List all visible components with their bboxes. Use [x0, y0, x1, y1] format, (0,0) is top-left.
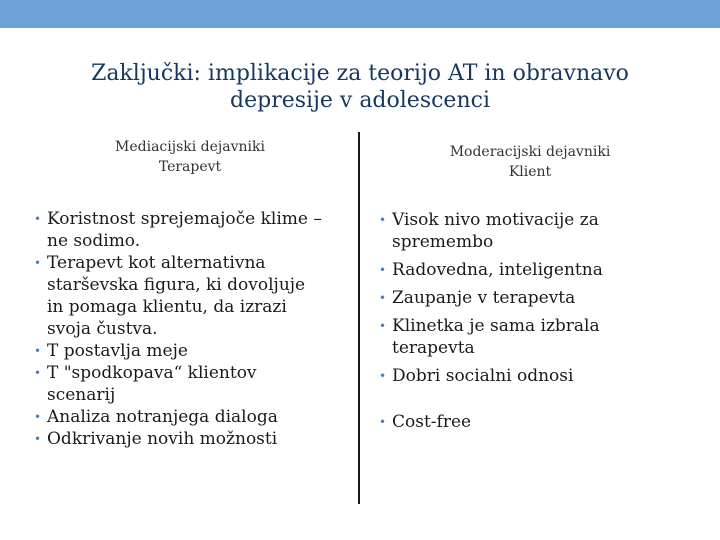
bullet-icon: •: [379, 319, 387, 333]
list-item: [375, 259, 675, 281]
bullet-icon: •: [34, 432, 42, 446]
list-item: [30, 208, 350, 252]
list-item-text: Klinetka je sama izbrala terapevta: [392, 316, 600, 358]
list-item: [30, 362, 350, 406]
top-accent-bar: [0, 0, 720, 28]
bullet-icon: •: [34, 410, 42, 424]
list-item-text: Odkrivanje novih možnosti: [47, 429, 278, 449]
right-bullet-list: [375, 209, 675, 439]
list-item: [375, 287, 675, 309]
bullet-icon: •: [379, 291, 387, 305]
list-item-text: T postavlja meje: [47, 341, 188, 361]
list-item-text: Dobri socialni odnosi: [392, 366, 574, 386]
column-divider: [358, 132, 360, 504]
bullet-icon: •: [34, 256, 42, 270]
bullet-icon: •: [379, 213, 387, 227]
slide-title: Zaključki: implikacije za teorijo AT in obravnavo depresije v adolescenci: [91, 61, 629, 113]
list-item: [30, 340, 350, 362]
bullet-icon: •: [34, 212, 42, 226]
left-bullet-list: [30, 208, 350, 450]
list-item-text: Analiza notranjega dialoga: [47, 407, 278, 427]
list-item-text: Zaupanje v terapevta: [392, 288, 576, 308]
list-item-text: Radovedna, inteligentna: [392, 260, 603, 280]
list-item: [30, 428, 350, 450]
bullet-icon: •: [379, 415, 387, 429]
right-column-header: Moderacijski dejavniki Klient: [449, 144, 611, 180]
list-item-text: Koristnost sprejemajoče klime – ne sodimo.: [47, 209, 322, 251]
list-item: [375, 315, 675, 359]
list-item: [30, 406, 350, 428]
left-column-header: Mediacijski dejavniki Terapevt: [115, 139, 265, 175]
list-item: [375, 411, 675, 433]
list-item: [375, 365, 675, 387]
bullet-icon: •: [34, 366, 42, 380]
bullet-icon: •: [379, 263, 387, 277]
bullet-icon: •: [34, 344, 42, 358]
list-item-text: T "spodkopava“ klientov scenarij: [47, 363, 257, 405]
list-item: [30, 252, 350, 340]
list-item-text: Cost-free: [392, 412, 472, 432]
list-item: [375, 209, 675, 253]
list-item-text: Visok nivo motivacije za spremembo: [392, 210, 599, 252]
bullet-icon: •: [379, 369, 387, 383]
list-item-text: Terapevt kot alternativna starševska figura, ki dovoljuje in pomaga klientu, da izrazi svoja čustva.: [47, 253, 306, 339]
